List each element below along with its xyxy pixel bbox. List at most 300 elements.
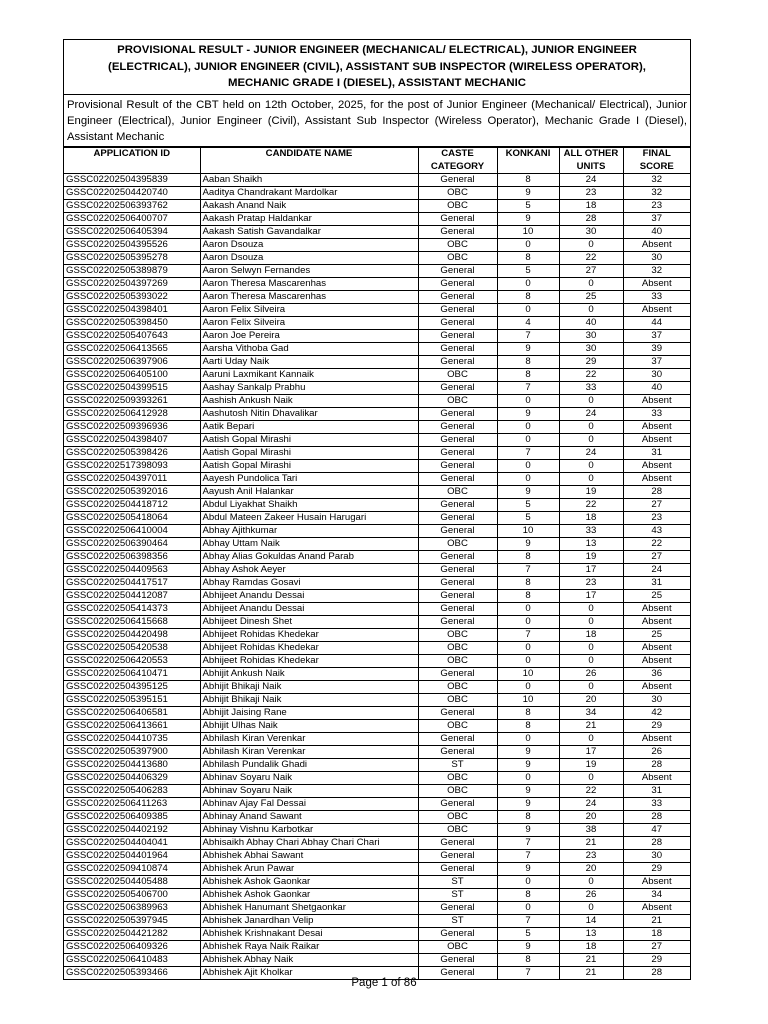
konkani-score-cell: 10	[497, 694, 559, 707]
table-row	[64, 954, 690, 967]
column-header-final-score: FINAL SCORE	[623, 148, 690, 174]
column-header-all-other-units: ALL OTHER UNITS	[559, 148, 623, 174]
other-units-score-cell: 0	[559, 239, 623, 252]
other-units-score-cell: 23	[559, 850, 623, 863]
application-id-cell: GSSC02202504399515	[64, 382, 200, 395]
table-row	[64, 239, 690, 252]
application-id-cell: GSSC02202509393261	[64, 395, 200, 408]
final-score-cell: 37	[623, 213, 690, 226]
candidate-name-cell: Abhinay Vishnu Karbotkar	[200, 824, 418, 837]
konkani-score-cell: 5	[497, 928, 559, 941]
application-id-cell: GSSC02202504401964	[64, 850, 200, 863]
final-score-cell: 28	[623, 967, 690, 980]
konkani-score-cell: 7	[497, 330, 559, 343]
candidate-name-cell: Aaron Felix Silveira	[200, 304, 418, 317]
application-id-cell: GSSC02202505397945	[64, 915, 200, 928]
candidate-name-cell: Aashay Sankalp Prabhu	[200, 382, 418, 395]
konkani-score-cell: 0	[497, 642, 559, 655]
application-id-cell: GSSC02202505406283	[64, 785, 200, 798]
other-units-score-cell: 33	[559, 525, 623, 538]
konkani-score-cell: 0	[497, 681, 559, 694]
candidate-name-cell: Aakash Satish Gavandalkar	[200, 226, 418, 239]
caste-category-cell: OBC	[418, 642, 497, 655]
page-number: Page 1 of 86	[351, 977, 417, 989]
table-row	[64, 564, 690, 577]
candidate-name-cell: Aaron Selwyn Fernandes	[200, 265, 418, 278]
application-id-cell: GSSC02202506398356	[64, 551, 200, 564]
application-id-cell: GSSC02202506405100	[64, 369, 200, 382]
table-row	[64, 265, 690, 278]
final-score-cell: 47	[623, 824, 690, 837]
document-title	[64, 40, 690, 95]
final-score-cell: Absent	[623, 239, 690, 252]
caste-category-cell: OBC	[418, 811, 497, 824]
table-row	[64, 525, 690, 538]
caste-category-cell: General	[418, 967, 497, 980]
application-id-cell: GSSC02202506397906	[64, 356, 200, 369]
table-row	[64, 213, 690, 226]
application-id-cell: GSSC02202504395839	[64, 174, 200, 187]
candidate-name-cell: Aatish Gopal Mirashi	[200, 434, 418, 447]
konkani-score-cell: 8	[497, 291, 559, 304]
title-line: MECHANIC GRADE I (DIESEL), ASSISTANT MECHANIC	[227, 77, 527, 89]
konkani-score-cell: 8	[497, 889, 559, 902]
caste-category-cell: General	[418, 304, 497, 317]
caste-category-cell: OBC	[418, 694, 497, 707]
final-score-cell: 36	[623, 668, 690, 681]
table-row	[64, 863, 690, 876]
table-row	[64, 811, 690, 824]
final-score-cell: 33	[623, 798, 690, 811]
table-row	[64, 772, 690, 785]
final-score-cell: Absent	[623, 395, 690, 408]
konkani-score-cell: 8	[497, 954, 559, 967]
final-score-cell: 30	[623, 694, 690, 707]
application-id-cell: GSSC02202504397011	[64, 473, 200, 486]
other-units-score-cell: 14	[559, 915, 623, 928]
candidate-name-cell: Aaron Joe Pereira	[200, 330, 418, 343]
table-row	[64, 330, 690, 343]
final-score-cell: 27	[623, 941, 690, 954]
table-row	[64, 278, 690, 291]
final-score-cell: 33	[623, 408, 690, 421]
final-score-cell: 23	[623, 200, 690, 213]
final-score-cell: 40	[623, 382, 690, 395]
other-units-score-cell: 17	[559, 590, 623, 603]
caste-category-cell: OBC	[418, 239, 497, 252]
candidate-name-cell: Aashutosh Nitin Dhavalikar	[200, 408, 418, 421]
application-id-cell: GSSC02202506409326	[64, 941, 200, 954]
candidate-name-cell: Abhishek Arun Pawar	[200, 863, 418, 876]
final-score-cell: Absent	[623, 772, 690, 785]
other-units-score-cell: 28	[559, 213, 623, 226]
table-row	[64, 603, 690, 616]
table-row	[64, 694, 690, 707]
candidate-name-cell: Abdul Mateen Zakeer Husain Harugari	[200, 512, 418, 525]
konkani-score-cell: 10	[497, 525, 559, 538]
candidate-name-cell: Abhijit Ankush Naik	[200, 668, 418, 681]
final-score-cell: Absent	[623, 655, 690, 668]
caste-category-cell: OBC	[418, 629, 497, 642]
table-row	[64, 447, 690, 460]
application-id-cell: GSSC02202505406700	[64, 889, 200, 902]
konkani-score-cell: 9	[497, 486, 559, 499]
konkani-score-cell: 8	[497, 811, 559, 824]
application-id-cell: GSSC02202506410004	[64, 525, 200, 538]
final-score-cell: Absent	[623, 642, 690, 655]
table-row	[64, 798, 690, 811]
caste-category-cell: General	[418, 343, 497, 356]
application-id-cell: GSSC02202504397269	[64, 278, 200, 291]
final-score-cell: 31	[623, 447, 690, 460]
caste-category-cell: General	[418, 850, 497, 863]
table-row	[64, 837, 690, 850]
konkani-score-cell: 9	[497, 408, 559, 421]
application-id-cell: GSSC02202504412087	[64, 590, 200, 603]
final-score-cell: Absent	[623, 616, 690, 629]
final-score-cell: 29	[623, 720, 690, 733]
caste-category-cell: OBC	[418, 252, 497, 265]
application-id-cell: GSSC02202504406329	[64, 772, 200, 785]
application-id-cell: GSSC02202504395125	[64, 681, 200, 694]
candidate-name-cell: Aaron Dsouza	[200, 252, 418, 265]
konkani-score-cell: 9	[497, 746, 559, 759]
other-units-score-cell: 23	[559, 187, 623, 200]
table-row	[64, 200, 690, 213]
other-units-score-cell: 22	[559, 252, 623, 265]
application-id-cell: GSSC02202517398093	[64, 460, 200, 473]
other-units-score-cell: 24	[559, 447, 623, 460]
caste-category-cell: General	[418, 733, 497, 746]
final-score-cell: Absent	[623, 421, 690, 434]
candidate-name-cell: Abhijeet Anandu Dessai	[200, 603, 418, 616]
final-score-cell: 33	[623, 291, 690, 304]
other-units-score-cell: 0	[559, 460, 623, 473]
table-row	[64, 616, 690, 629]
table-row	[64, 642, 690, 655]
application-id-cell: GSSC02202506393762	[64, 200, 200, 213]
caste-category-cell: General	[418, 174, 497, 187]
other-units-score-cell: 30	[559, 343, 623, 356]
other-units-score-cell: 19	[559, 759, 623, 772]
application-id-cell: GSSC02202505398450	[64, 317, 200, 330]
application-id-cell: GSSC02202504405488	[64, 876, 200, 889]
other-units-score-cell: 0	[559, 733, 623, 746]
caste-category-cell: General	[418, 382, 497, 395]
caste-category-cell: OBC	[418, 395, 497, 408]
table-row	[64, 408, 690, 421]
table-row	[64, 850, 690, 863]
konkani-score-cell: 8	[497, 577, 559, 590]
candidate-name-cell: Abhinav Soyaru Naik	[200, 772, 418, 785]
result-sheet	[63, 39, 691, 980]
table-row	[64, 707, 690, 720]
caste-category-cell: General	[418, 837, 497, 850]
application-id-cell: GSSC02202506389963	[64, 902, 200, 915]
final-score-cell: 27	[623, 551, 690, 564]
application-id-cell: GSSC02202506420553	[64, 655, 200, 668]
column-header-caste-category: CASTE CATEGORY	[418, 148, 497, 174]
application-id-cell: GSSC02202505407643	[64, 330, 200, 343]
candidate-name-cell: Aarti Uday Naik	[200, 356, 418, 369]
candidate-name-cell: Abhishek Abhai Sawant	[200, 850, 418, 863]
konkani-score-cell: 4	[497, 317, 559, 330]
konkani-score-cell: 0	[497, 902, 559, 915]
other-units-score-cell: 0	[559, 304, 623, 317]
other-units-score-cell: 27	[559, 265, 623, 278]
final-score-cell: 43	[623, 525, 690, 538]
caste-category-cell: OBC	[418, 720, 497, 733]
other-units-score-cell: 0	[559, 655, 623, 668]
final-score-cell: 32	[623, 265, 690, 278]
caste-category-cell: General	[418, 265, 497, 278]
table-row	[64, 486, 690, 499]
other-units-score-cell: 21	[559, 967, 623, 980]
table-row	[64, 577, 690, 590]
caste-category-cell: ST	[418, 876, 497, 889]
table-row	[64, 720, 690, 733]
caste-category-cell: General	[418, 928, 497, 941]
other-units-score-cell: 0	[559, 772, 623, 785]
final-score-cell: 30	[623, 252, 690, 265]
candidate-name-cell: Abhilash Pundalik Ghadi	[200, 759, 418, 772]
caste-category-cell: OBC	[418, 941, 497, 954]
candidate-name-cell: Aaruni Laxmikant Kannaik	[200, 369, 418, 382]
other-units-score-cell: 25	[559, 291, 623, 304]
konkani-score-cell: 9	[497, 824, 559, 837]
table-body	[64, 174, 690, 980]
final-score-cell: 22	[623, 538, 690, 551]
other-units-score-cell: 18	[559, 629, 623, 642]
application-id-cell: GSSC02202505393022	[64, 291, 200, 304]
konkani-score-cell: 7	[497, 837, 559, 850]
final-score-cell: Absent	[623, 278, 690, 291]
final-score-cell: Absent	[623, 603, 690, 616]
final-score-cell: Absent	[623, 733, 690, 746]
candidate-name-cell: Aaron Felix Silveira	[200, 317, 418, 330]
table-row	[64, 551, 690, 564]
candidate-name-cell: Abhisaikh Abhay Chari Abhay Chari Chari	[200, 837, 418, 850]
final-score-cell: Absent	[623, 460, 690, 473]
caste-category-cell: General	[418, 499, 497, 512]
table-row	[64, 538, 690, 551]
caste-category-cell: General	[418, 226, 497, 239]
konkani-score-cell: 8	[497, 252, 559, 265]
final-score-cell: 18	[623, 928, 690, 941]
konkani-score-cell: 0	[497, 603, 559, 616]
candidate-name-cell: Aayesh Pundolica Tari	[200, 473, 418, 486]
final-score-cell: 42	[623, 707, 690, 720]
caste-category-cell: General	[418, 317, 497, 330]
caste-category-cell: General	[418, 707, 497, 720]
candidate-name-cell: Abhijeet Rohidas Khedekar	[200, 629, 418, 642]
konkani-score-cell: 8	[497, 707, 559, 720]
application-id-cell: GSSC02202506413661	[64, 720, 200, 733]
other-units-score-cell: 0	[559, 278, 623, 291]
other-units-score-cell: 21	[559, 720, 623, 733]
application-id-cell: GSSC02202504410735	[64, 733, 200, 746]
konkani-score-cell: 7	[497, 564, 559, 577]
candidate-name-cell: Abhishek Ajit Kholkar	[200, 967, 418, 980]
table-row	[64, 460, 690, 473]
application-id-cell: GSSC02202504395526	[64, 239, 200, 252]
final-score-cell: 32	[623, 174, 690, 187]
application-id-cell: GSSC02202506390464	[64, 538, 200, 551]
application-id-cell: GSSC02202506410471	[64, 668, 200, 681]
application-id-cell: GSSC02202504398407	[64, 434, 200, 447]
application-id-cell: GSSC02202505393466	[64, 967, 200, 980]
konkani-score-cell: 9	[497, 785, 559, 798]
other-units-score-cell: 29	[559, 356, 623, 369]
other-units-score-cell: 23	[559, 577, 623, 590]
table-row	[64, 655, 690, 668]
application-id-cell: GSSC02202505397900	[64, 746, 200, 759]
caste-category-cell: General	[418, 668, 497, 681]
table-row	[64, 356, 690, 369]
caste-category-cell: OBC	[418, 785, 497, 798]
other-units-score-cell: 30	[559, 226, 623, 239]
konkani-score-cell: 8	[497, 174, 559, 187]
other-units-score-cell: 22	[559, 369, 623, 382]
candidate-name-cell: Abhijeet Anandu Dessai	[200, 590, 418, 603]
intro-paragraph: Provisional Result of the CBT held on 12th October, 2025, for the post of Junior Engineer (Mechanical/ Electrical), Junior Engineer (Electrical), Junior Engineer (Civil), Assistant Sub Inspector (Wireless Operator), Mechanic Grade I (Diesel), Assistant Mechanic	[64, 95, 690, 148]
table-row	[64, 785, 690, 798]
other-units-score-cell: 21	[559, 954, 623, 967]
table-row	[64, 317, 690, 330]
other-units-score-cell: 0	[559, 603, 623, 616]
konkani-score-cell: 8	[497, 369, 559, 382]
candidate-name-cell: Abhishek Ashok Gaonkar	[200, 889, 418, 902]
final-score-cell: 32	[623, 187, 690, 200]
candidate-name-cell: Aatish Gopal Mirashi	[200, 447, 418, 460]
candidate-name-cell: Abhay Uttam Naik	[200, 538, 418, 551]
other-units-score-cell: 33	[559, 382, 623, 395]
konkani-score-cell: 0	[497, 395, 559, 408]
table-row	[64, 876, 690, 889]
other-units-score-cell: 38	[559, 824, 623, 837]
candidate-name-cell: Aaron Theresa Mascarenhas	[200, 291, 418, 304]
candidate-name-cell: Aatik Bepari	[200, 421, 418, 434]
table-row	[64, 252, 690, 265]
final-score-cell: 28	[623, 837, 690, 850]
other-units-score-cell: 20	[559, 863, 623, 876]
caste-category-cell: ST	[418, 889, 497, 902]
application-id-cell: GSSC02202505395278	[64, 252, 200, 265]
application-id-cell: GSSC02202506400707	[64, 213, 200, 226]
final-score-cell: 39	[623, 343, 690, 356]
final-score-cell: 25	[623, 629, 690, 642]
konkani-score-cell: 0	[497, 434, 559, 447]
candidate-name-cell: Abhishek Krishnakant Desai	[200, 928, 418, 941]
table-row	[64, 291, 690, 304]
application-id-cell: GSSC02202505395151	[64, 694, 200, 707]
konkani-score-cell: 9	[497, 538, 559, 551]
table-row	[64, 382, 690, 395]
candidate-name-cell: Abhijit Jaising Rane	[200, 707, 418, 720]
application-id-cell: GSSC02202509396936	[64, 421, 200, 434]
final-score-cell: Absent	[623, 434, 690, 447]
other-units-score-cell: 24	[559, 408, 623, 421]
caste-category-cell: General	[418, 954, 497, 967]
other-units-score-cell: 13	[559, 538, 623, 551]
candidate-name-cell: Aaditya Chandrakant Mardolkar	[200, 187, 418, 200]
caste-category-cell: General	[418, 512, 497, 525]
application-id-cell: GSSC02202509410874	[64, 863, 200, 876]
other-units-score-cell: 0	[559, 876, 623, 889]
konkani-score-cell: 8	[497, 356, 559, 369]
konkani-score-cell: 7	[497, 850, 559, 863]
candidate-name-cell: Abhay Alias Gokuldas Anand Parab	[200, 551, 418, 564]
caste-category-cell: General	[418, 577, 497, 590]
caste-category-cell: General	[418, 564, 497, 577]
application-id-cell: GSSC02202506415668	[64, 616, 200, 629]
final-score-cell: 28	[623, 759, 690, 772]
final-score-cell: 30	[623, 369, 690, 382]
final-score-cell: 28	[623, 811, 690, 824]
application-id-cell: GSSC02202504413680	[64, 759, 200, 772]
candidate-name-cell: Abhishek Janardhan Velip	[200, 915, 418, 928]
candidate-name-cell: Abhay Ramdas Gosavi	[200, 577, 418, 590]
konkani-score-cell: 9	[497, 187, 559, 200]
final-score-cell: 40	[623, 226, 690, 239]
other-units-score-cell: 19	[559, 551, 623, 564]
other-units-score-cell: 0	[559, 395, 623, 408]
candidate-name-cell: Abhay Ashok Aeyer	[200, 564, 418, 577]
table-row	[64, 915, 690, 928]
other-units-score-cell: 0	[559, 421, 623, 434]
table-row	[64, 590, 690, 603]
konkani-score-cell: 0	[497, 304, 559, 317]
caste-category-cell: General	[418, 421, 497, 434]
candidate-name-cell: Abhilash Kiran Verenkar	[200, 746, 418, 759]
other-units-score-cell: 21	[559, 837, 623, 850]
caste-category-cell: OBC	[418, 187, 497, 200]
caste-category-cell: General	[418, 798, 497, 811]
konkani-score-cell: 9	[497, 941, 559, 954]
title-line: PROVISIONAL RESULT - JUNIOR ENGINEER (MECHANICAL/ ELECTRICAL), JUNIOR ENGINEER	[117, 44, 637, 56]
table-row	[64, 499, 690, 512]
final-score-cell: Absent	[623, 681, 690, 694]
table-header-row	[64, 148, 690, 174]
table-row	[64, 369, 690, 382]
table-row	[64, 304, 690, 317]
konkani-score-cell: 5	[497, 265, 559, 278]
table-row	[64, 941, 690, 954]
konkani-score-cell: 7	[497, 447, 559, 460]
konkani-score-cell: 9	[497, 863, 559, 876]
application-id-cell: GSSC02202504409563	[64, 564, 200, 577]
table-row	[64, 759, 690, 772]
application-id-cell: GSSC02202505392016	[64, 486, 200, 499]
application-id-cell: GSSC02202504418712	[64, 499, 200, 512]
other-units-score-cell: 24	[559, 174, 623, 187]
caste-category-cell: General	[418, 616, 497, 629]
other-units-score-cell: 26	[559, 668, 623, 681]
konkani-score-cell: 0	[497, 655, 559, 668]
table-row	[64, 902, 690, 915]
candidate-name-cell: Abhishek Ashok Gaonkar	[200, 876, 418, 889]
column-header-application-id: APPLICATION ID	[64, 148, 200, 174]
other-units-score-cell: 17	[559, 746, 623, 759]
caste-category-cell: General	[418, 603, 497, 616]
other-units-score-cell: 24	[559, 798, 623, 811]
application-id-cell: GSSC02202506410483	[64, 954, 200, 967]
table-row	[64, 746, 690, 759]
column-header-konkani: KONKANI	[497, 148, 559, 174]
other-units-score-cell: 20	[559, 694, 623, 707]
caste-category-cell: General	[418, 213, 497, 226]
application-id-cell: GSSC02202505418064	[64, 512, 200, 525]
